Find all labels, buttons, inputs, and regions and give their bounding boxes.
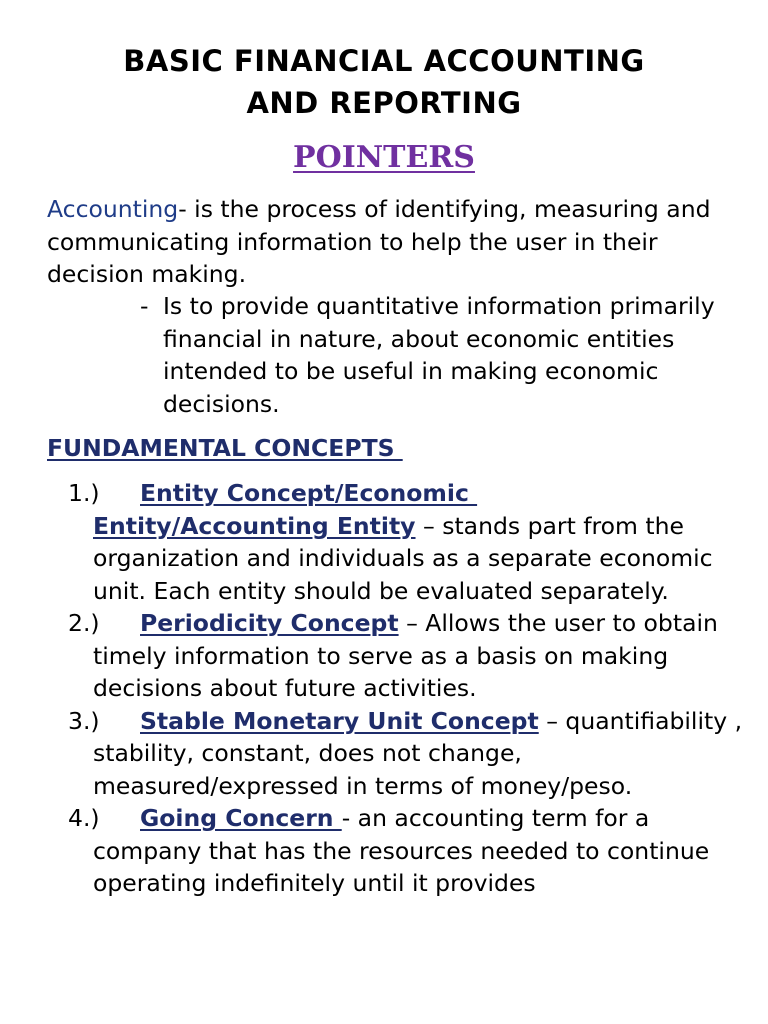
concept-number: 3.)	[68, 706, 100, 735]
concept-item-2	[0, 607, 768, 705]
concept-name: Periodicity Concept	[140, 609, 399, 637]
concept-number: 4.)	[68, 804, 100, 832]
dash-list-item	[140, 290, 740, 420]
concept-description: – Allows the user to obtain timely information to serve as a basis on making decisions about future activities.	[93, 609, 718, 702]
dash-item-text: Is to provide quantitative information primarily financial in nature, about economic entities intended to be useful in making economic decisions.	[163, 292, 715, 418]
concept-name-line-1: Entity Concept/Economic	[140, 479, 478, 507]
concept-name-line-2: Entity/Accounting Entity	[93, 511, 416, 540]
title-line-1: BASIC FINANCIAL ACCOUNTING	[123, 44, 645, 78]
title-line-2: AND REPORTING	[246, 86, 522, 120]
concept-number: 1.)	[68, 479, 100, 507]
definition-text: - is the process of identifying, measuring and communicating information to help the user in their decision making.	[47, 195, 711, 288]
concept-name: Stable Monetary Unit Concept	[140, 706, 539, 735]
concepts-list	[0, 477, 768, 900]
dash-bullet: -	[140, 292, 149, 320]
subtitle-pointers	[0, 138, 768, 178]
concept-item-1	[0, 477, 768, 607]
concept-number: 2.)	[68, 609, 100, 637]
definition-term: Accounting	[47, 195, 179, 223]
section-heading-fundamental-concepts: FUNDAMENTAL CONCEPTS	[47, 434, 403, 462]
definition-paragraph	[47, 193, 737, 291]
concept-description: - an accounting term for a company that has the resources needed to continue operating indefinitely until it provides	[93, 804, 710, 897]
concept-item-3	[0, 705, 768, 803]
concept-description: – quantifiability , stability, constant, does not change, measured/expressed in terms of money/peso.	[93, 706, 743, 800]
subtitle-text: POINTERS	[293, 140, 475, 175]
concept-name: Going Concern	[140, 804, 342, 832]
concept-item-4	[0, 802, 768, 900]
concept-description: – stands part from the organization and individuals as a separate economic unit. Each entity should be evaluated separately.	[93, 511, 713, 605]
document-title	[0, 40, 768, 124]
